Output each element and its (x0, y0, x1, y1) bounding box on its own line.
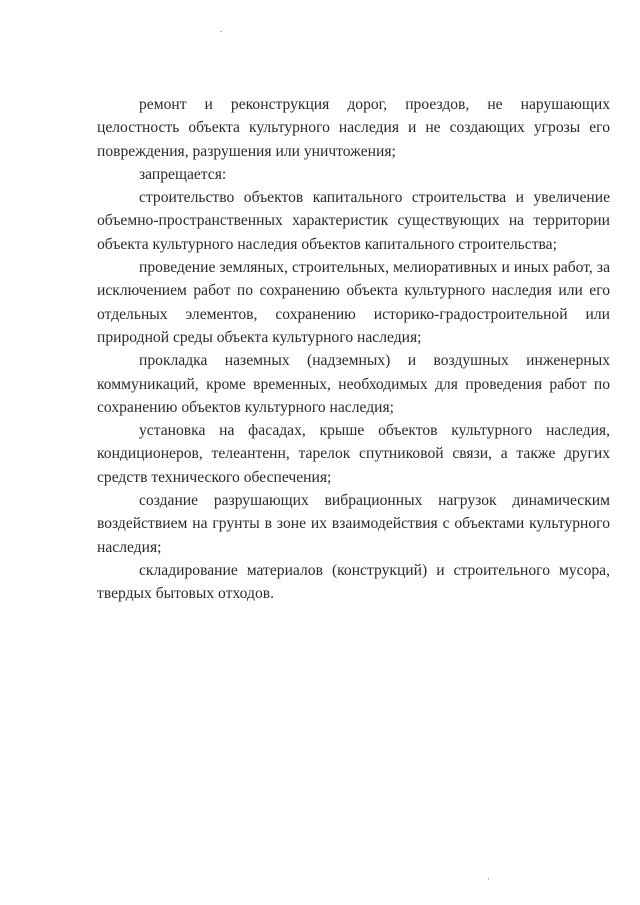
document-body (97, 93, 610, 606)
paragraph-earthworks: проведение земляных, строительных, мелиоративных и иных работ, за исключением работ по сохранению объекта культурного наследия или его отдельных элементов, сохранению историко-градостроительной или природной среды объекта культурного наследия; (97, 259, 610, 346)
scan-speck (488, 878, 489, 880)
scan-speck (220, 31, 222, 32)
paragraph-road-repair: ремонт и реконструкция дорог, проездов, не нарушающих целостность объекта культурного наследия и не создающих угрозы его повреждения, разрушения или уничтожения; (97, 96, 610, 160)
paragraph-utility-lines: прокладка наземных (надземных) и воздушных инженерных коммуникаций, кроме временных, необходимых для проведения работ по сохранению объектов культурного наследия; (97, 352, 610, 416)
paragraph-prohibited-heading: запрещается: (139, 165, 227, 183)
paragraph-facade-equipment: установка на фасадах, крыше объектов культурного наследия, кондиционеров, телеантенн, тарелок спутниковой связи, а также других средств технического обеспечения; (97, 422, 610, 486)
paragraph-vibration-loads: создание разрушающих вибрационных нагрузок динамическим воздействием на грунты в зоне их взаимодействия с объектами культурного наследия; (97, 492, 610, 556)
paragraph-capital-construction: строительство объектов капитального строительства и увеличение объемно-пространственных характеристик существующих на территории объекта культурного наследия объектов капитального строительства; (97, 189, 610, 253)
paragraph-waste-storage: складирование материалов (конструкций) и строительного мусора, твердых бытовых отходов. (97, 561, 610, 603)
